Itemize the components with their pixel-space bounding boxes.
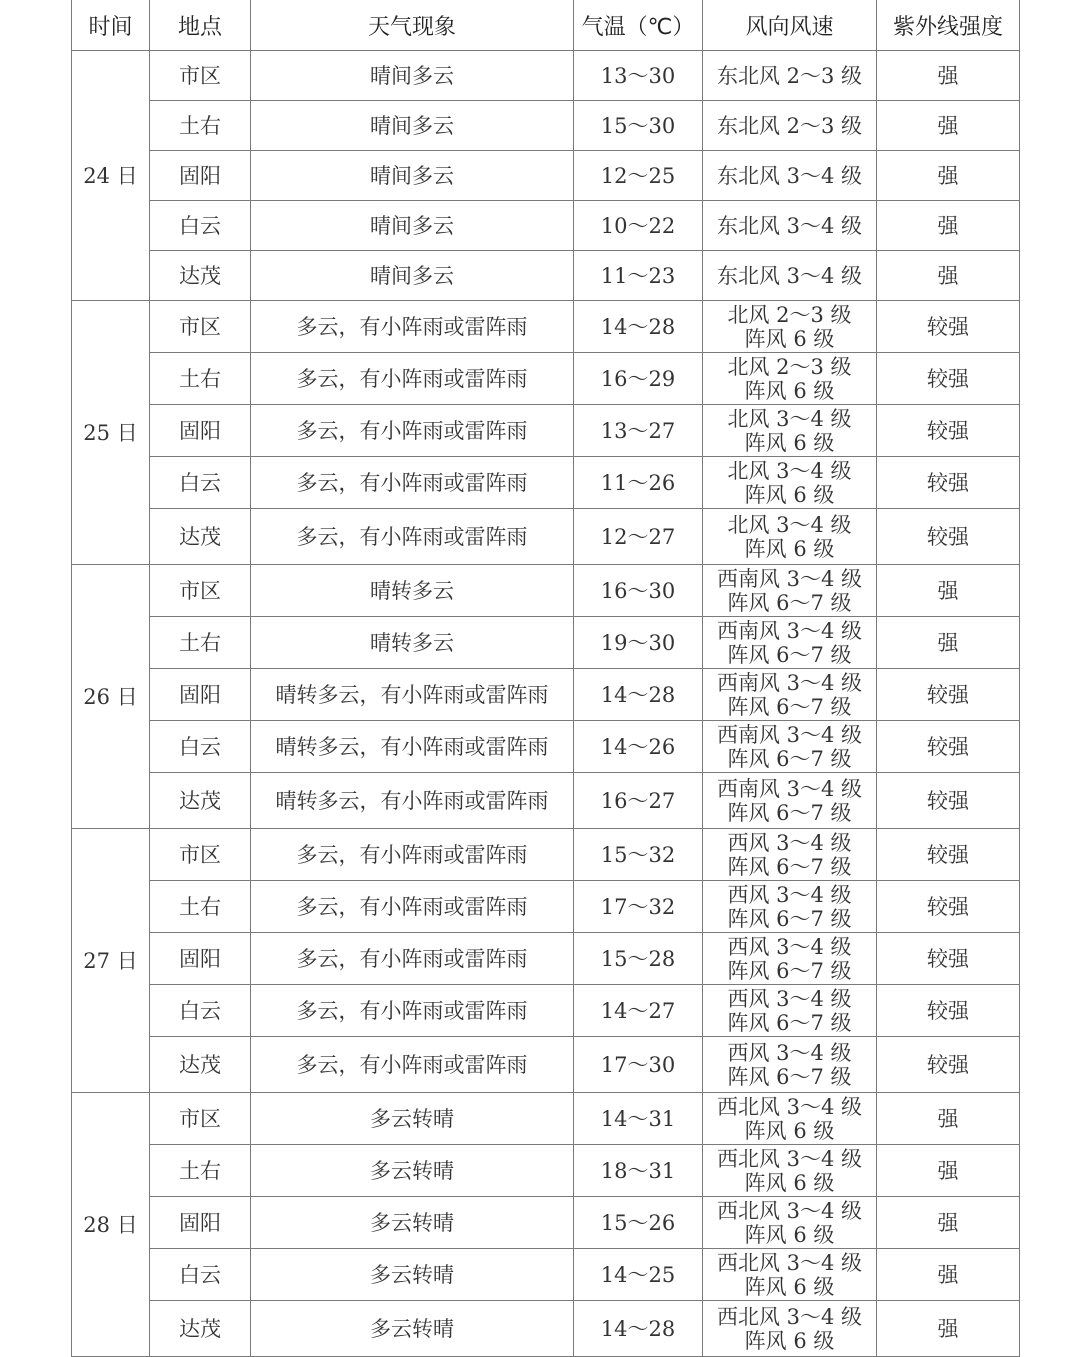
wind-gust: 阵风 6～7 级 bbox=[727, 854, 852, 879]
temperature-cell: 14～28 bbox=[574, 669, 703, 721]
wind-cell bbox=[703, 1301, 877, 1357]
wind-direction-speed: 西北风 3～4 级 bbox=[716, 1094, 863, 1119]
temperature-cell: 14～28 bbox=[574, 1301, 703, 1357]
wind-gust: 阵风 6～7 级 bbox=[727, 1064, 852, 1089]
weather-cell: 晴间多云 bbox=[251, 151, 574, 201]
uv-cell: 较强 bbox=[877, 301, 1020, 353]
wind-cell bbox=[703, 1197, 877, 1249]
wind-cell bbox=[703, 669, 877, 721]
table-row bbox=[72, 101, 1020, 151]
wind-cell bbox=[703, 617, 877, 669]
table-row bbox=[72, 669, 1020, 721]
wind-direction-speed: 东北风 3～4 级 bbox=[716, 263, 863, 288]
location-cell: 市区 bbox=[150, 1093, 251, 1145]
wind-cell bbox=[703, 1093, 877, 1145]
weather-cell: 多云，有小阵雨或雷阵雨 bbox=[251, 301, 574, 353]
uv-cell: 较强 bbox=[877, 933, 1020, 985]
day-cell: 25 日 bbox=[72, 301, 150, 565]
wind-gust: 阵风 6～7 级 bbox=[727, 642, 852, 667]
location-cell: 白云 bbox=[150, 1249, 251, 1301]
uv-cell: 较强 bbox=[877, 881, 1020, 933]
uv-cell: 强 bbox=[877, 101, 1020, 151]
weather-cell: 晴转多云 bbox=[251, 565, 574, 617]
temperature-cell: 11～23 bbox=[574, 251, 703, 301]
location-cell: 达茂 bbox=[150, 509, 251, 565]
weather-cell: 多云，有小阵雨或雷阵雨 bbox=[251, 933, 574, 985]
uv-cell: 较强 bbox=[877, 509, 1020, 565]
wind-direction-speed: 北风 3～4 级 bbox=[727, 512, 852, 537]
wind-gust: 阵风 6～7 级 bbox=[727, 906, 852, 931]
temperature-cell: 15～26 bbox=[574, 1197, 703, 1249]
table-row bbox=[72, 1145, 1020, 1197]
table-row bbox=[72, 617, 1020, 669]
location-cell: 固阳 bbox=[150, 151, 251, 201]
wind-direction-speed: 北风 3～4 级 bbox=[727, 458, 852, 483]
table-row bbox=[72, 881, 1020, 933]
wind-cell bbox=[703, 353, 877, 405]
day-cell: 24 日 bbox=[72, 51, 150, 301]
header-row bbox=[72, 0, 1020, 51]
location-cell: 固阳 bbox=[150, 405, 251, 457]
uv-cell: 较强 bbox=[877, 829, 1020, 881]
temperature-cell: 11～26 bbox=[574, 457, 703, 509]
wind-direction-speed: 西南风 3～4 级 bbox=[716, 618, 863, 643]
temperature-cell: 12～27 bbox=[574, 509, 703, 565]
location-cell: 土右 bbox=[150, 617, 251, 669]
weather-cell: 多云，有小阵雨或雷阵雨 bbox=[251, 881, 574, 933]
wind-gust: 阵风 6～7 级 bbox=[727, 590, 852, 615]
temperature-cell: 13～27 bbox=[574, 405, 703, 457]
location-cell: 固阳 bbox=[150, 933, 251, 985]
uv-cell: 强 bbox=[877, 1301, 1020, 1357]
table-row bbox=[72, 933, 1020, 985]
wind-cell bbox=[703, 985, 877, 1037]
table-row bbox=[72, 985, 1020, 1037]
wind-direction-speed: 东北风 3～4 级 bbox=[716, 163, 863, 188]
wind-direction-speed: 西南风 3～4 级 bbox=[716, 776, 863, 801]
uv-cell: 强 bbox=[877, 1249, 1020, 1301]
location-cell: 白云 bbox=[150, 721, 251, 773]
wind-gust: 阵风 6 级 bbox=[744, 1328, 835, 1353]
wind-direction-speed: 东北风 2～3 级 bbox=[716, 63, 863, 88]
wind-direction-speed: 西风 3～4 级 bbox=[727, 1040, 852, 1065]
wind-cell bbox=[703, 301, 877, 353]
uv-cell: 强 bbox=[877, 251, 1020, 301]
temperature-cell: 14～27 bbox=[574, 985, 703, 1037]
uv-cell: 较强 bbox=[877, 457, 1020, 509]
wind-direction-speed: 西风 3～4 级 bbox=[727, 882, 852, 907]
location-cell: 土右 bbox=[150, 353, 251, 405]
day-cell: 27 日 bbox=[72, 829, 150, 1093]
wind-gust: 阵风 6 级 bbox=[744, 1222, 835, 1247]
header-weather: 天气现象 bbox=[251, 0, 574, 51]
wind-cell bbox=[703, 201, 877, 251]
wind-gust: 阵风 6～7 级 bbox=[727, 800, 852, 825]
wind-gust: 阵风 6 级 bbox=[744, 1170, 835, 1195]
uv-cell: 较强 bbox=[877, 985, 1020, 1037]
table-row bbox=[72, 1093, 1020, 1145]
wind-gust: 阵风 6 级 bbox=[744, 536, 835, 561]
wind-cell bbox=[703, 933, 877, 985]
location-cell: 固阳 bbox=[150, 669, 251, 721]
table-row bbox=[72, 405, 1020, 457]
wind-direction-speed: 西风 3～4 级 bbox=[727, 830, 852, 855]
wind-cell bbox=[703, 1145, 877, 1197]
wind-direction-speed: 北风 3～4 级 bbox=[727, 406, 852, 431]
weather-cell: 多云转晴 bbox=[251, 1301, 574, 1357]
location-cell: 白云 bbox=[150, 201, 251, 251]
wind-cell bbox=[703, 101, 877, 151]
wind-direction-speed: 西北风 3～4 级 bbox=[716, 1146, 863, 1171]
temperature-cell: 10～22 bbox=[574, 201, 703, 251]
wind-cell bbox=[703, 509, 877, 565]
weather-cell: 多云，有小阵雨或雷阵雨 bbox=[251, 405, 574, 457]
weather-cell: 多云，有小阵雨或雷阵雨 bbox=[251, 457, 574, 509]
location-cell: 土右 bbox=[150, 881, 251, 933]
uv-cell: 强 bbox=[877, 1093, 1020, 1145]
weather-cell: 晴转多云，有小阵雨或雷阵雨 bbox=[251, 721, 574, 773]
location-cell: 土右 bbox=[150, 101, 251, 151]
location-cell: 土右 bbox=[150, 1145, 251, 1197]
table-row bbox=[72, 829, 1020, 881]
table-row bbox=[72, 1197, 1020, 1249]
wind-direction-speed: 西北风 3～4 级 bbox=[716, 1304, 863, 1329]
wind-gust: 阵风 6 级 bbox=[744, 1118, 835, 1143]
temperature-cell: 15～28 bbox=[574, 933, 703, 985]
table-row bbox=[72, 1037, 1020, 1093]
header-wind: 风向风速 bbox=[703, 0, 877, 51]
uv-cell: 较强 bbox=[877, 773, 1020, 829]
uv-cell: 较强 bbox=[877, 1037, 1020, 1093]
wind-gust: 阵风 6 级 bbox=[744, 378, 835, 403]
wind-cell bbox=[703, 457, 877, 509]
table-header bbox=[72, 0, 1020, 51]
table-row bbox=[72, 773, 1020, 829]
header-time: 时间 bbox=[72, 0, 150, 51]
weather-cell: 晴间多云 bbox=[251, 201, 574, 251]
temperature-cell: 15～32 bbox=[574, 829, 703, 881]
weather-cell: 晴间多云 bbox=[251, 101, 574, 151]
wind-cell bbox=[703, 565, 877, 617]
table-row bbox=[72, 301, 1020, 353]
wind-gust: 阵风 6 级 bbox=[744, 1274, 835, 1299]
table-row bbox=[72, 51, 1020, 101]
weather-cell: 晴转多云，有小阵雨或雷阵雨 bbox=[251, 773, 574, 829]
table-row bbox=[72, 151, 1020, 201]
temperature-cell: 16～30 bbox=[574, 565, 703, 617]
wind-cell bbox=[703, 51, 877, 101]
location-cell: 达茂 bbox=[150, 1037, 251, 1093]
uv-cell: 较强 bbox=[877, 721, 1020, 773]
uv-cell: 强 bbox=[877, 1145, 1020, 1197]
weather-cell: 晴间多云 bbox=[251, 51, 574, 101]
temperature-cell: 16～27 bbox=[574, 773, 703, 829]
wind-cell bbox=[703, 251, 877, 301]
table-row bbox=[72, 201, 1020, 251]
location-cell: 达茂 bbox=[150, 773, 251, 829]
weather-cell: 多云转晴 bbox=[251, 1197, 574, 1249]
table-row bbox=[72, 721, 1020, 773]
weather-cell: 多云转晴 bbox=[251, 1145, 574, 1197]
temperature-cell: 14～28 bbox=[574, 301, 703, 353]
location-cell: 白云 bbox=[150, 985, 251, 1037]
uv-cell: 强 bbox=[877, 617, 1020, 669]
table-row bbox=[72, 1301, 1020, 1357]
wind-cell bbox=[703, 721, 877, 773]
wind-gust: 阵风 6 级 bbox=[744, 430, 835, 455]
header-uv: 紫外线强度 bbox=[877, 0, 1020, 51]
temperature-cell: 15～30 bbox=[574, 101, 703, 151]
temperature-cell: 19～30 bbox=[574, 617, 703, 669]
location-cell: 市区 bbox=[150, 51, 251, 101]
wind-gust: 阵风 6～7 级 bbox=[727, 1010, 852, 1035]
header-temperature: 气温（℃） bbox=[574, 0, 703, 51]
location-cell: 市区 bbox=[150, 829, 251, 881]
uv-cell: 较强 bbox=[877, 669, 1020, 721]
uv-cell: 较强 bbox=[877, 405, 1020, 457]
temperature-cell: 18～31 bbox=[574, 1145, 703, 1197]
wind-cell bbox=[703, 829, 877, 881]
uv-cell: 较强 bbox=[877, 353, 1020, 405]
table-body bbox=[72, 51, 1020, 1357]
temperature-cell: 14～31 bbox=[574, 1093, 703, 1145]
wind-direction-speed: 西风 3～4 级 bbox=[727, 986, 852, 1011]
location-cell: 达茂 bbox=[150, 1301, 251, 1357]
weather-cell: 多云，有小阵雨或雷阵雨 bbox=[251, 509, 574, 565]
temperature-cell: 13～30 bbox=[574, 51, 703, 101]
table-row bbox=[72, 353, 1020, 405]
weather-cell: 多云，有小阵雨或雷阵雨 bbox=[251, 829, 574, 881]
wind-cell bbox=[703, 151, 877, 201]
wind-direction-speed: 西南风 3～4 级 bbox=[716, 566, 863, 591]
table-row bbox=[72, 251, 1020, 301]
table-row bbox=[72, 457, 1020, 509]
wind-gust: 阵风 6 级 bbox=[744, 326, 835, 351]
wind-cell bbox=[703, 1249, 877, 1301]
wind-direction-speed: 西北风 3～4 级 bbox=[716, 1250, 863, 1275]
wind-gust: 阵风 6～7 级 bbox=[727, 958, 852, 983]
weather-cell: 晴间多云 bbox=[251, 251, 574, 301]
wind-gust: 阵风 6～7 级 bbox=[727, 694, 852, 719]
table-row bbox=[72, 509, 1020, 565]
weather-cell: 多云，有小阵雨或雷阵雨 bbox=[251, 1037, 574, 1093]
weather-cell: 多云转晴 bbox=[251, 1093, 574, 1145]
uv-cell: 强 bbox=[877, 151, 1020, 201]
wind-direction-speed: 北风 2～3 级 bbox=[727, 302, 852, 327]
uv-cell: 强 bbox=[877, 565, 1020, 617]
forecast-table bbox=[71, 0, 1020, 1357]
location-cell: 市区 bbox=[150, 301, 251, 353]
wind-direction-speed: 西南风 3～4 级 bbox=[716, 722, 863, 747]
uv-cell: 强 bbox=[877, 201, 1020, 251]
wind-direction-speed: 西南风 3～4 级 bbox=[716, 670, 863, 695]
uv-cell: 强 bbox=[877, 1197, 1020, 1249]
table-row bbox=[72, 565, 1020, 617]
header-location: 地点 bbox=[150, 0, 251, 51]
location-cell: 固阳 bbox=[150, 1197, 251, 1249]
weather-cell: 晴转多云 bbox=[251, 617, 574, 669]
temperature-cell: 14～26 bbox=[574, 721, 703, 773]
temperature-cell: 17～30 bbox=[574, 1037, 703, 1093]
wind-gust: 阵风 6～7 级 bbox=[727, 746, 852, 771]
wind-direction-speed: 北风 2～3 级 bbox=[727, 354, 852, 379]
temperature-cell: 16～29 bbox=[574, 353, 703, 405]
wind-cell bbox=[703, 405, 877, 457]
table-row bbox=[72, 1249, 1020, 1301]
temperature-cell: 12～25 bbox=[574, 151, 703, 201]
day-cell: 26 日 bbox=[72, 565, 150, 829]
wind-gust: 阵风 6 级 bbox=[744, 482, 835, 507]
temperature-cell: 14～25 bbox=[574, 1249, 703, 1301]
weather-cell: 晴转多云，有小阵雨或雷阵雨 bbox=[251, 669, 574, 721]
wind-direction-speed: 西风 3～4 级 bbox=[727, 934, 852, 959]
wind-cell bbox=[703, 881, 877, 933]
wind-direction-speed: 东北风 2～3 级 bbox=[716, 113, 863, 138]
location-cell: 白云 bbox=[150, 457, 251, 509]
wind-cell bbox=[703, 1037, 877, 1093]
wind-cell bbox=[703, 773, 877, 829]
temperature-cell: 17～32 bbox=[574, 881, 703, 933]
location-cell: 达茂 bbox=[150, 251, 251, 301]
wind-direction-speed: 西北风 3～4 级 bbox=[716, 1198, 863, 1223]
weather-cell: 多云，有小阵雨或雷阵雨 bbox=[251, 353, 574, 405]
day-cell: 28 日 bbox=[72, 1093, 150, 1357]
location-cell: 市区 bbox=[150, 565, 251, 617]
wind-direction-speed: 东北风 3～4 级 bbox=[716, 213, 863, 238]
weather-cell: 多云，有小阵雨或雷阵雨 bbox=[251, 985, 574, 1037]
weather-cell: 多云转晴 bbox=[251, 1249, 574, 1301]
uv-cell: 强 bbox=[877, 51, 1020, 101]
